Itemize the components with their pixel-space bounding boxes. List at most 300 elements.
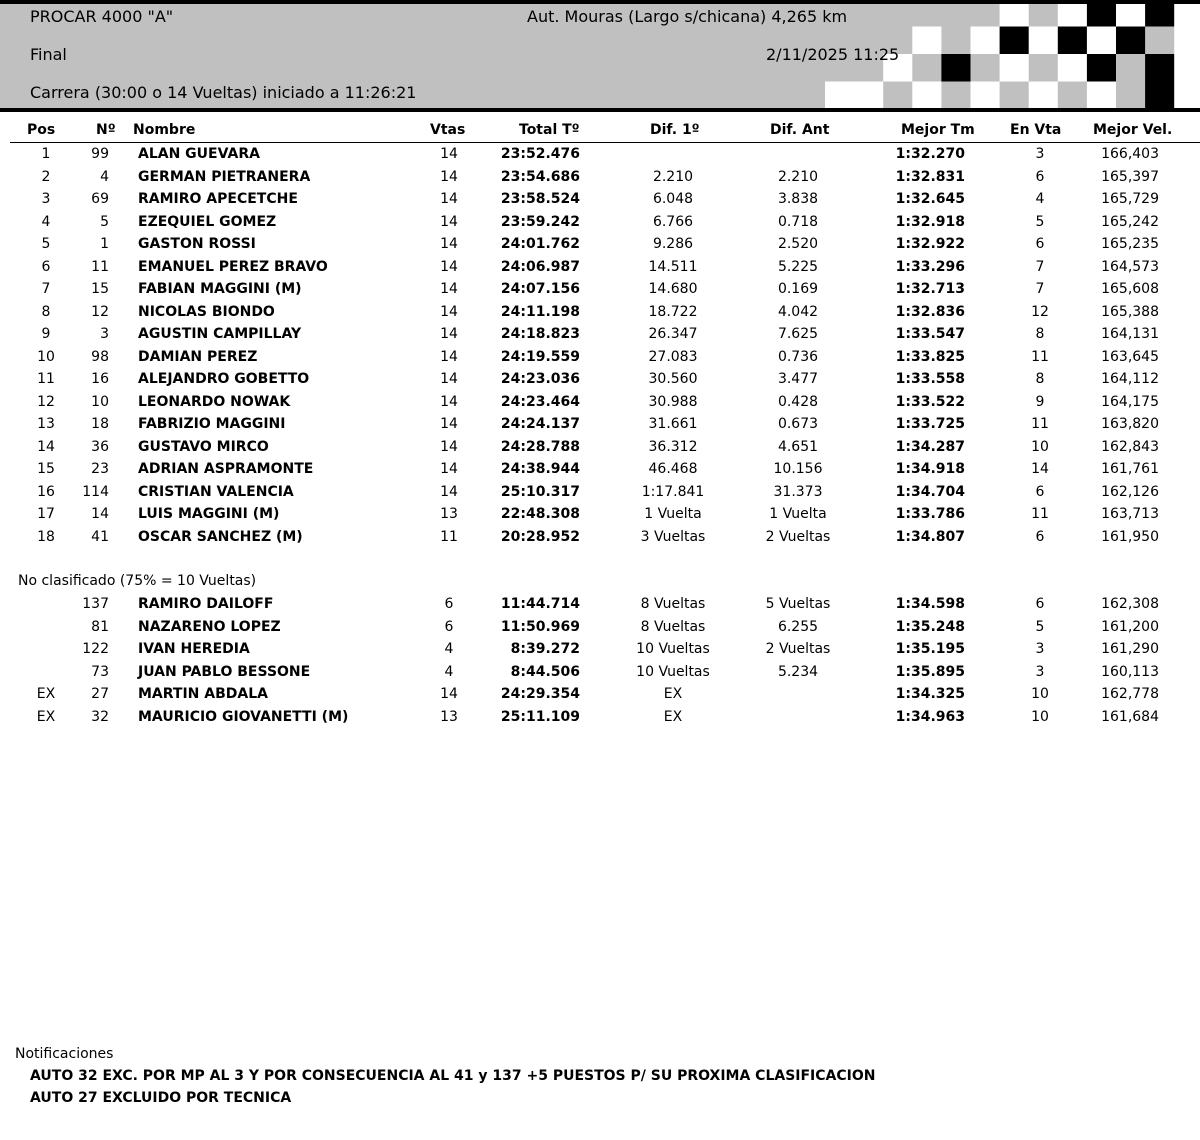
cell-diff-first: 8 Vueltas (640, 596, 706, 612)
cell-name: MARTIN ABDALA (138, 686, 268, 702)
results-header (0, 0, 1200, 112)
flag-square (1116, 54, 1146, 82)
cell-diff-first: 46.468 (648, 461, 698, 477)
cell-laps: 14 (440, 416, 458, 432)
cell-laps: 14 (440, 461, 458, 477)
cell-best-time: 1:32.831 (895, 168, 965, 185)
cell-total: 8:44.506 (510, 663, 580, 680)
cell-total: 24:19.559 (500, 348, 580, 365)
cell-best-time: 1:34.918 (895, 461, 965, 477)
cell-best-speed: 161,200 (1101, 618, 1159, 635)
cell-diff-prev: 2.520 (777, 236, 819, 252)
table-row (0, 484, 1200, 506)
table-row (0, 529, 1200, 551)
flag-square (1174, 4, 1200, 27)
cell-pos: 18 (37, 528, 55, 545)
cell-name: GASTON ROSSI (138, 236, 256, 252)
cell-best-speed: 161,684 (1101, 708, 1159, 725)
table-row (0, 214, 1200, 236)
flag-square (1087, 27, 1117, 55)
cell-best-lap: 6 (1035, 596, 1045, 612)
flag-square (1029, 27, 1059, 55)
cell-laps: 14 (440, 168, 458, 185)
cell-name: IVAN HEREDIA (138, 641, 250, 657)
cell-total: 25:10.317 (500, 483, 580, 500)
cell-num: 1 (100, 236, 109, 252)
flag-square (1000, 4, 1030, 27)
cell-num: 69 (91, 191, 109, 207)
cell-diff-first: 6.048 (652, 191, 694, 207)
cell-diff-prev: 0.736 (777, 348, 819, 365)
cell-best-lap: 5 (1035, 618, 1045, 635)
cell-best-lap: 3 (1035, 641, 1045, 657)
cell-name: ALEJANDRO GOBETTO (138, 371, 310, 387)
cell-laps: 14 (440, 213, 458, 230)
flag-square (1174, 27, 1200, 55)
flag-square (1087, 4, 1117, 27)
cell-name: RAMIRO DAILOFF (138, 596, 274, 612)
flag-square (854, 82, 884, 109)
cell-best-speed: 165,235 (1101, 236, 1159, 252)
flag-square (1058, 54, 1088, 82)
cell-best-lap: 10 (1031, 438, 1049, 455)
cell-name: EZEQUIEL GOMEZ (138, 213, 277, 230)
cell-total: 24:01.762 (500, 236, 580, 252)
cell-best-time: 1:32.836 (895, 303, 965, 320)
flag-square (1145, 54, 1175, 82)
table-row (0, 461, 1200, 483)
table-row (0, 506, 1200, 528)
table-row (0, 371, 1200, 393)
cell-best-lap: 6 (1035, 483, 1045, 500)
cell-laps: 14 (440, 258, 458, 275)
cell-num: 5 (100, 213, 109, 230)
cell-num: 4 (100, 168, 109, 185)
cell-name: NICOLAS BIONDO (138, 303, 275, 320)
session-name: Final (30, 45, 67, 64)
cell-pos: 6 (41, 258, 51, 275)
cell-total: 24:06.987 (500, 258, 580, 275)
flag-square (825, 82, 855, 109)
table-row (0, 439, 1200, 461)
cell-best-lap: 5 (1035, 213, 1045, 230)
session-datetime: 2/11/2025 11:25 (766, 45, 900, 64)
notifications-title: Notificaciones (15, 1046, 114, 1062)
cell-diff-first: 30.560 (648, 371, 698, 387)
cell-num: 114 (82, 483, 109, 500)
cell-diff-prev: 2.210 (777, 168, 819, 185)
cell-pos: EX (36, 708, 56, 725)
cell-diff-prev: 10.156 (773, 461, 823, 477)
cell-diff-first: 8 Vueltas (640, 618, 706, 635)
cell-laps: 14 (440, 438, 458, 455)
cell-num: 137 (82, 596, 109, 612)
col-best-speed: Mejor Vel. (1093, 122, 1173, 138)
cell-num: 15 (91, 281, 109, 297)
cell-laps: 6 (444, 596, 454, 612)
cell-best-speed: 162,308 (1101, 596, 1159, 612)
cell-best-time: 1:34.963 (895, 708, 965, 725)
cell-diff-first: 36.312 (648, 438, 698, 455)
cell-laps: 13 (440, 708, 458, 725)
cell-laps: 14 (440, 483, 458, 500)
cell-best-time: 1:33.825 (895, 348, 965, 365)
flag-square (1116, 27, 1146, 55)
col-diff-prev: Dif. Ant (770, 122, 830, 138)
cell-best-lap: 6 (1035, 528, 1045, 545)
cell-pos: 3 (41, 191, 51, 207)
cell-total: 24:18.823 (500, 326, 580, 342)
cell-num: 10 (91, 393, 109, 410)
cell-best-lap: 6 (1035, 236, 1045, 252)
cell-pos: 4 (41, 213, 51, 230)
cell-best-time: 1:32.922 (895, 236, 965, 252)
flag-square (971, 27, 1001, 55)
table-row (0, 281, 1200, 303)
table-row (0, 664, 1200, 686)
cell-best-lap: 12 (1031, 303, 1049, 320)
cell-best-speed: 162,843 (1101, 438, 1159, 455)
col-best-time: Mejor Tm (901, 122, 975, 138)
column-headers (0, 122, 1200, 142)
table-row (0, 304, 1200, 326)
cell-name: DAMIAN PEREZ (138, 348, 258, 365)
cell-name: FABRIZIO MAGGINI (138, 416, 286, 432)
series-title: PROCAR 4000 "A" (30, 7, 174, 26)
cell-best-lap: 10 (1031, 686, 1049, 702)
cell-pos: 16 (37, 483, 55, 500)
flag-square (1087, 54, 1117, 82)
cell-best-time: 1:33.547 (895, 326, 965, 342)
table-row (0, 709, 1200, 731)
cell-best-speed: 162,778 (1101, 686, 1159, 702)
flag-square (912, 82, 942, 109)
cell-best-time: 1:33.725 (895, 416, 965, 432)
cell-num: 11 (91, 258, 109, 275)
cell-diff-prev: 3.477 (777, 371, 819, 387)
cell-num: 32 (91, 708, 109, 725)
table-row (0, 416, 1200, 438)
table-row (0, 394, 1200, 416)
cell-diff-prev: 31.373 (773, 483, 823, 500)
cell-pos: 9 (41, 326, 51, 342)
cell-laps: 14 (440, 393, 458, 410)
cell-laps: 14 (440, 191, 458, 207)
cell-diff-first: 6.766 (652, 213, 694, 230)
flag-square (912, 27, 942, 55)
cell-best-speed: 165,397 (1101, 168, 1159, 185)
cell-best-time: 1:32.713 (895, 281, 965, 297)
cell-total: 20:28.952 (500, 528, 580, 545)
cell-best-speed: 165,729 (1101, 191, 1159, 207)
cell-num: 99 (91, 146, 109, 162)
cell-total: 24:11.198 (500, 303, 580, 320)
flag-square (971, 54, 1001, 82)
cell-pos: 7 (41, 281, 51, 297)
cell-pos: 1 (41, 146, 51, 162)
flag-square (1174, 82, 1200, 109)
cell-best-lap: 11 (1031, 348, 1049, 365)
flag-square (1087, 82, 1117, 109)
col-best-lap: En Vta (1010, 122, 1062, 138)
cell-laps: 14 (440, 146, 458, 162)
cell-laps: 14 (440, 348, 458, 365)
table-row (0, 236, 1200, 258)
cell-diff-first: 14.680 (648, 281, 698, 297)
cell-best-speed: 164,573 (1101, 258, 1159, 275)
cell-best-speed: 163,713 (1101, 506, 1159, 522)
cell-best-speed: 166,403 (1101, 146, 1159, 162)
col-diff-first: Dif. 1º (650, 122, 700, 138)
cell-laps: 13 (440, 506, 458, 522)
cell-diff-first: 26.347 (648, 326, 698, 342)
cell-total: 24:28.788 (500, 438, 580, 455)
cell-best-lap: 10 (1031, 708, 1049, 725)
cell-pos: 11 (37, 371, 55, 387)
cell-diff-prev: 6.255 (777, 618, 819, 635)
cell-laps: 14 (440, 686, 458, 702)
flag-square (1145, 4, 1175, 27)
cell-pos: 13 (37, 416, 55, 432)
cell-total: 23:59.242 (500, 213, 580, 230)
cell-diff-prev: 5.234 (777, 663, 819, 680)
cell-pos: 14 (37, 438, 55, 455)
cell-total: 11:44.714 (500, 596, 580, 612)
flag-square (1029, 4, 1059, 27)
cell-diff-first: 3 Vueltas (640, 528, 706, 545)
flag-square (941, 82, 971, 109)
cell-best-lap: 7 (1035, 281, 1045, 297)
cell-diff-prev: 4.042 (777, 303, 819, 320)
flag-square (941, 27, 971, 55)
cell-num: 98 (91, 348, 109, 365)
flag-square (971, 82, 1001, 109)
cell-best-time: 1:32.645 (895, 191, 965, 207)
flag-square (1029, 82, 1059, 109)
cell-best-time: 1:33.522 (895, 393, 965, 410)
cell-total: 8:39.272 (510, 641, 580, 657)
table-row (0, 326, 1200, 348)
cell-best-lap: 9 (1035, 393, 1045, 410)
cell-best-speed: 164,112 (1101, 371, 1159, 387)
cell-name: RAMIRO APECETCHE (138, 191, 298, 207)
cell-laps: 14 (440, 281, 458, 297)
cell-best-lap: 3 (1035, 146, 1045, 162)
cell-diff-prev: 5.225 (777, 258, 819, 275)
flag-square (1145, 27, 1175, 55)
cell-num: 122 (82, 641, 109, 657)
cell-total: 23:54.686 (500, 168, 580, 185)
cell-diff-first: 18.722 (648, 303, 698, 320)
cell-laps: 14 (440, 371, 458, 387)
cell-num: 12 (91, 303, 109, 320)
table-row (0, 641, 1200, 663)
flag-square (912, 54, 942, 82)
cell-diff-prev: 0.428 (777, 393, 819, 410)
cell-diff-prev: 7.625 (777, 326, 819, 342)
cell-diff-first: 14.511 (648, 258, 698, 275)
cell-diff-first: 1 Vuelta (644, 506, 702, 522)
cell-best-speed: 165,242 (1101, 213, 1159, 230)
cell-best-lap: 11 (1031, 416, 1049, 432)
cell-num: 16 (91, 371, 109, 387)
table-row (0, 259, 1200, 281)
cell-diff-prev: 0.673 (777, 416, 819, 432)
cell-num: 3 (100, 326, 109, 342)
cell-name: ALAN GUEVARA (138, 146, 260, 162)
cell-name: GERMAN PIETRANERA (138, 168, 311, 185)
cell-best-speed: 164,131 (1101, 326, 1159, 342)
table-row (0, 169, 1200, 191)
cell-diff-first: EX (663, 686, 683, 702)
cell-total: 24:38.944 (500, 461, 580, 477)
cell-best-lap: 4 (1035, 191, 1045, 207)
cell-total: 23:52.476 (500, 146, 580, 162)
table-row (0, 146, 1200, 168)
cell-best-speed: 162,126 (1101, 483, 1159, 500)
cell-pos: EX (36, 686, 56, 702)
cell-pos: 15 (37, 461, 55, 477)
cell-num: 18 (91, 416, 109, 432)
cell-pos: 10 (37, 348, 55, 365)
cell-best-time: 1:34.287 (895, 438, 965, 455)
flag-square (1145, 82, 1175, 109)
cell-diff-first: EX (663, 708, 683, 725)
cell-diff-first: 27.083 (648, 348, 698, 365)
cell-best-time: 1:34.325 (895, 686, 965, 702)
flag-square (1058, 27, 1088, 55)
cell-name: FABIAN MAGGINI (M) (138, 281, 302, 297)
flag-square (941, 54, 971, 82)
cell-best-speed: 163,820 (1101, 416, 1159, 432)
cell-diff-first: 1:17.841 (641, 483, 705, 500)
cell-laps: 4 (444, 663, 454, 680)
cell-best-time: 1:34.598 (895, 596, 965, 612)
cell-name: EMANUEL PEREZ BRAVO (138, 258, 328, 275)
cell-best-lap: 8 (1035, 326, 1045, 342)
flag-square (1174, 54, 1200, 82)
cell-name: NAZARENO LOPEZ (138, 618, 281, 635)
cell-best-time: 1:35.195 (895, 641, 965, 657)
cell-best-time: 1:33.296 (895, 258, 965, 275)
table-row (0, 596, 1200, 618)
cell-laps: 14 (440, 236, 458, 252)
cell-num: 14 (91, 506, 109, 522)
cell-diff-prev: 2 Vueltas (765, 641, 831, 657)
notification-item: AUTO 27 EXCLUIDO POR TECNICA (30, 1090, 292, 1106)
cell-best-time: 1:34.807 (895, 528, 965, 545)
cell-num: 81 (91, 618, 109, 635)
cell-laps: 14 (440, 326, 458, 342)
cell-diff-first: 2.210 (652, 168, 694, 185)
cell-total: 22:48.308 (500, 506, 580, 522)
flag-square (1000, 54, 1030, 82)
cell-best-time: 1:32.918 (895, 213, 965, 230)
cell-laps: 11 (440, 528, 458, 545)
cell-total: 25:11.109 (500, 708, 580, 725)
flag-square (912, 4, 942, 27)
cell-diff-prev: 4.651 (777, 438, 819, 455)
col-laps: Vtas (430, 122, 466, 138)
cell-best-speed: 164,175 (1101, 393, 1159, 410)
cell-diff-prev: 1 Vuelta (769, 506, 827, 522)
cell-name: LUIS MAGGINI (M) (138, 506, 280, 522)
table-row (0, 686, 1200, 708)
flag-square (1058, 82, 1088, 109)
cell-laps: 14 (440, 303, 458, 320)
cell-diff-prev: 5 Vueltas (765, 596, 831, 612)
cell-total: 24:23.464 (500, 393, 580, 410)
cell-diff-first: 10 Vueltas (636, 641, 710, 657)
cell-best-speed: 160,113 (1101, 663, 1159, 680)
cell-name: CRISTIAN VALENCIA (138, 483, 294, 500)
cell-diff-prev: 0.169 (777, 281, 819, 297)
flag-square (1116, 4, 1146, 27)
flag-square (1000, 27, 1030, 55)
cell-pos: 5 (41, 236, 51, 252)
header-divider (10, 142, 1200, 143)
cell-best-time: 1:32.270 (895, 146, 965, 162)
cell-diff-prev: 0.718 (777, 213, 819, 230)
table-row (0, 619, 1200, 641)
cell-best-speed: 161,290 (1101, 641, 1159, 657)
cell-diff-prev: 2 Vueltas (765, 528, 831, 545)
cell-num: 73 (91, 663, 109, 680)
flag-square (1116, 82, 1146, 109)
cell-best-speed: 161,761 (1101, 461, 1159, 477)
cell-diff-prev: 3.838 (777, 191, 819, 207)
cell-num: 23 (91, 461, 109, 477)
table-row (0, 349, 1200, 371)
cell-diff-first: 9.286 (652, 236, 694, 252)
flag-square (1058, 4, 1088, 27)
cell-diff-first: 30.988 (648, 393, 698, 410)
cell-best-time: 1:33.786 (895, 506, 965, 522)
flag-square (1029, 54, 1059, 82)
cell-best-lap: 6 (1035, 168, 1045, 185)
cell-total: 23:58.524 (500, 191, 580, 207)
cell-pos: 2 (41, 168, 51, 185)
race-info: Carrera (30:00 o 14 Vueltas) iniciado a 11:26:21 (30, 83, 417, 102)
cell-total: 24:07.156 (500, 281, 580, 297)
cell-laps: 4 (444, 641, 454, 657)
cell-name: LEONARDO NOWAK (138, 393, 291, 410)
cell-num: 36 (91, 438, 109, 455)
cell-total: 24:29.354 (500, 686, 580, 702)
notification-item: AUTO 32 EXC. POR MP AL 3 Y POR CONSECUENCIA AL 41 y 137 +5 PUESTOS P/ SU PROXIMA CLASIFICACION (30, 1068, 876, 1084)
col-pos: Pos (27, 122, 56, 138)
flag-square (1000, 82, 1030, 109)
cell-total: 24:24.137 (500, 416, 580, 432)
cell-total: 11:50.969 (500, 618, 580, 635)
cell-best-lap: 3 (1035, 663, 1045, 680)
cell-best-speed: 161,950 (1101, 528, 1159, 545)
cell-num: 27 (91, 686, 109, 702)
cell-best-lap: 14 (1031, 461, 1049, 477)
circuit-name: Aut. Mouras (Largo s/chicana) 4,265 km (527, 7, 848, 26)
cell-diff-first: 10 Vueltas (636, 663, 710, 680)
cell-best-time: 1:35.248 (895, 618, 965, 635)
cell-best-time: 1:33.558 (895, 371, 965, 387)
cell-name: JUAN PABLO BESSONE (138, 663, 311, 680)
cell-best-time: 1:35.895 (895, 663, 965, 680)
cell-best-lap: 8 (1035, 371, 1045, 387)
col-total: Total Tº (519, 122, 580, 138)
cell-diff-first: 31.661 (648, 416, 698, 432)
col-name: Nombre (133, 122, 196, 138)
flag-square (883, 82, 913, 109)
cell-best-lap: 11 (1031, 506, 1049, 522)
